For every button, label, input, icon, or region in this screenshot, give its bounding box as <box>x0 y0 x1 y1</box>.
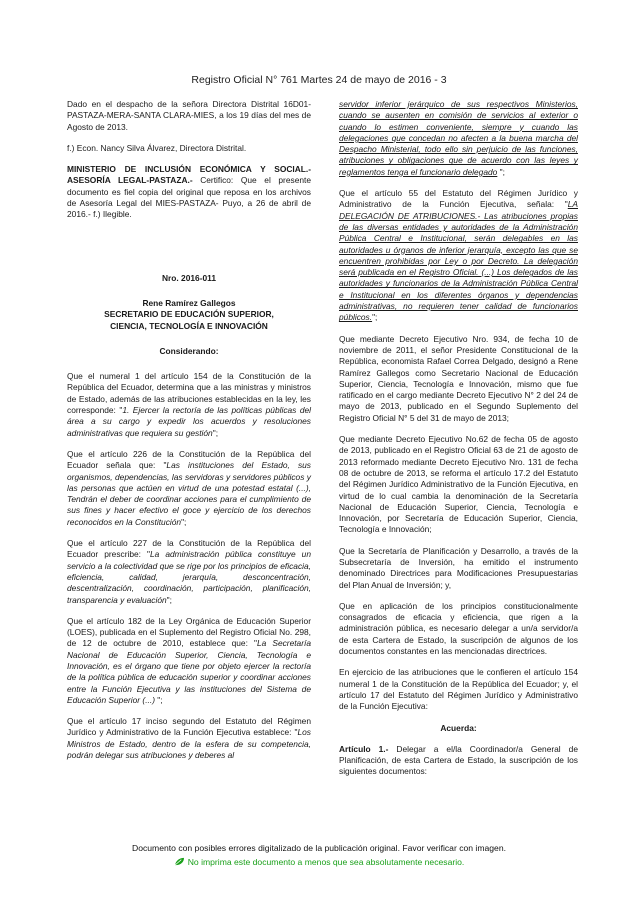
article-1: Artículo 1.- Delegar a el/la Coordinador/a General de Planificación, de esta Cartera de Estado, la suscripción de los siguientes documentos: <box>339 743 578 777</box>
considerando-3: Que el artículo 227 de la Constitución de la República del Ecuador prescribe: "La administración pública constituye un servicio a la colectividad que se rige por los principios de eficacia, eficiencia, calidad, jerarquía, desconcentración, descentralización, coordinación, participación, planificación, transparencia y evaluación"; <box>67 538 311 605</box>
considerando-10: Que en aplicación de los principios constitucionalmente consagrados de eficacia y eficiencia, que rigen a la administración pública, es necesario delegar a un/a servidor/a de esta Cartera de Estado, la suscripción de algunos de los documentos constantes en las mencionadas directrices. <box>339 600 578 657</box>
leaf-icon <box>174 857 185 866</box>
paragraph-signature: f.) Econ. Nancy Silva Álvarez, Directora Distrital. <box>67 142 247 153</box>
scan-notice: Documento con posibles errores digitalizado de la publicación original. Favor verificar con imagen. <box>131 843 507 853</box>
left-column <box>67 99 311 771</box>
signatory-office-line1: SECRETARIO DE EDUCACIÓN SUPERIOR, <box>104 309 274 320</box>
considerando-9: Que la Secretaría de Planificación y Desarrollo, a través de la Subsecretaría de Inversión, ha emitido el instrumento denominado Directrices para Modificaciones Presupuestarias del Plan Anual de Inversión; y, <box>339 545 578 590</box>
signatory-name: Rene Ramírez Gallegos <box>142 297 236 308</box>
considerando-8: Que mediante Decreto Ejecutivo No.62 de fecha 05 de agosto de 2013, publicado en el Registro Oficial 63 de 21 de agosto de 2013 reformado mediante Decreto Ejecutivo Nro. 131 de fecha 08 de octubre de 2013, se reforma el artículo 17.2 del Estatuto del Régimen Jurídico Administrativo de la Función Ejecutiva, en virtud de lo cual cambia la denominación de la Secretaría Nacional de Educación Superior, Ciencia, Tecnología e Innovación, por Secretaría de Educación Superior, Ciencia, Tecnología e Innovación; <box>339 434 578 535</box>
considerando-7: Que mediante Decreto Ejecutivo Nro. 934, de fecha 10 de noviembre de 2011, el señor Presidente Constitucional de la República, economista Rafael Correa Delgado, designó a Rene Ramírez Gallegos como Secretario Nacional de Educación Superior, Ciencia, Tecnología e Innovación, mismo que fue ratificado en el cargo mediante Decreto Ejecutivo N° 2 del 24 de mayo de 2013, publicado en el Segundo Suplemento del Registro Oficial N° 5 del 31 de mayo de 2013; <box>339 333 578 423</box>
right-column <box>339 99 578 788</box>
considerando-4: Que el artículo 182 de la Ley Orgánica de Educación Superior (LOES), publicada en el Suplemento del Registro Oficial No. 298, de 12 de octubre de 2010, establece que: "La Secretaría Nacional de Educación Superior, Ciencia, Tecnología e Innovación, es el órgano que tiene por objeto ejercer la rectoría de la política pública de educación superior y coordinar acciones entre la Función Ejecutiva y las instituciones del Sistema de Educación Superior (...) "; <box>67 615 311 705</box>
agreement-number: Nro. 2016-011 <box>161 272 216 283</box>
acuerda-heading: Acuerda: <box>440 722 477 733</box>
agreement-title-block <box>67 273 311 371</box>
page-header: Registro Oficial N° 761 Martes 24 de mayo de 2016 - 3 <box>191 74 447 86</box>
certification-heading: MINISTERIO DE INCLUSIÓN ECONÓMICA Y SOCIAL.- ASESORÍA LEGAL-PASTAZA.- <box>67 164 311 186</box>
considerando-1: Que el numeral 1 del artículo 154 de la Constitución de la República del Ecuador, determina que a las ministras y ministros de Estado, además de las atribuciones establecidas en la ley, les corresponde: "1. Ejercer la rectoría de las políticas públicas del área a su cargo y expedir los acuerdos y resoluciones administrativas que requiera su gestión"; <box>67 371 311 438</box>
paragraph-dado: Dado en el despacho de la señora Directora Distrital 16D01-PASTAZA-MERA-SANTA CLARA-MIES, a los 19 días del mes de Agosto de 2013. <box>67 99 311 132</box>
print-warning-text: No imprima este documento a menos que sea absolutamente necesario. <box>187 857 465 867</box>
considerando-2: Que el artículo 226 de la Constitución de la República del Ecuador señala que: "Las instituciones del Estado, sus organismos, dependencias, las servidoras y servidores públicos y las personas que actúen en virtud de una potestad estatal (...), Tendrán el deber de coordinar acciones para el cumplimiento de sus fines y hacer efectivo el goce y ejercicio de los derechos reconocidos en la Constitución"; <box>67 448 311 527</box>
paragraph-certification <box>67 164 311 220</box>
considerando-5: Que el artículo 17 inciso segundo del Estatuto del Régimen Jurídico y Administrativo de la Función Ejecutiva establece: "Los Ministros de Estado, dentro de la esfera de su competencia, podrán delegar sus atribuciones y deberes al <box>67 716 311 761</box>
signatory-office-line2: CIENCIA, TECNOLOGÍA E INNOVACIÓN <box>110 320 268 331</box>
considerando-5-continued: servidor inferior jerárquico de sus respectivos Ministerios, cuando se ausenten en comisión de servicios al exterior o cuando lo estimen conveniente, siempre y cuando las delegaciones que concedan no afecten a la buena marcha del Despacho Ministerial, todo ello sin perjuicio de las funciones, atribuciones y obligaciones que de acuerdo con las leyes y reglamentos tenga el funcionario delegado "; <box>339 99 578 177</box>
considerando-heading: Considerando: <box>159 345 219 356</box>
certification-text: Certifico: Que el presente documento es fiel copia del original que reposa en los archivos de Asesoría Legal del MIES-PASTAZA- Puyo, a 26 de abril de 2016.- f.) Ilegible. <box>67 175 311 220</box>
ejercicio-paragraph: En ejercicio de las atribuciones que le confieren el artículo 154 numeral 1 de la Constitución de la República del Ecuador; y, el artículo 17 del Estatuto del Régimen Jurídico y Administrativo de la Función Ejecutiva: <box>339 667 578 712</box>
considerando-6: Que el artículo 55 del Estatuto del Régimen Jurídico y Administrativo de la Función Ejecutiva, señala: "LA DELEGACIÓN DE ATRIBUCIONES.- Las atribuciones propias de las diversas entidades y autoridades de la Administración Pública Central e Institucional, serán delegables en las autoridades u órganos de inferior jerarquía, excepto las que se encuentren prohibidas por Ley o por Decreto. La delegación será publicada en el Registro Oficial. (...) Los delegados de las autoridades y funcionarios de la Administración Pública Central e Institucional en los diferentes órganos y dependencias administrativas, no requieren tener calidad de funcionarios públicos."; <box>339 188 578 323</box>
print-warning <box>0 857 638 867</box>
